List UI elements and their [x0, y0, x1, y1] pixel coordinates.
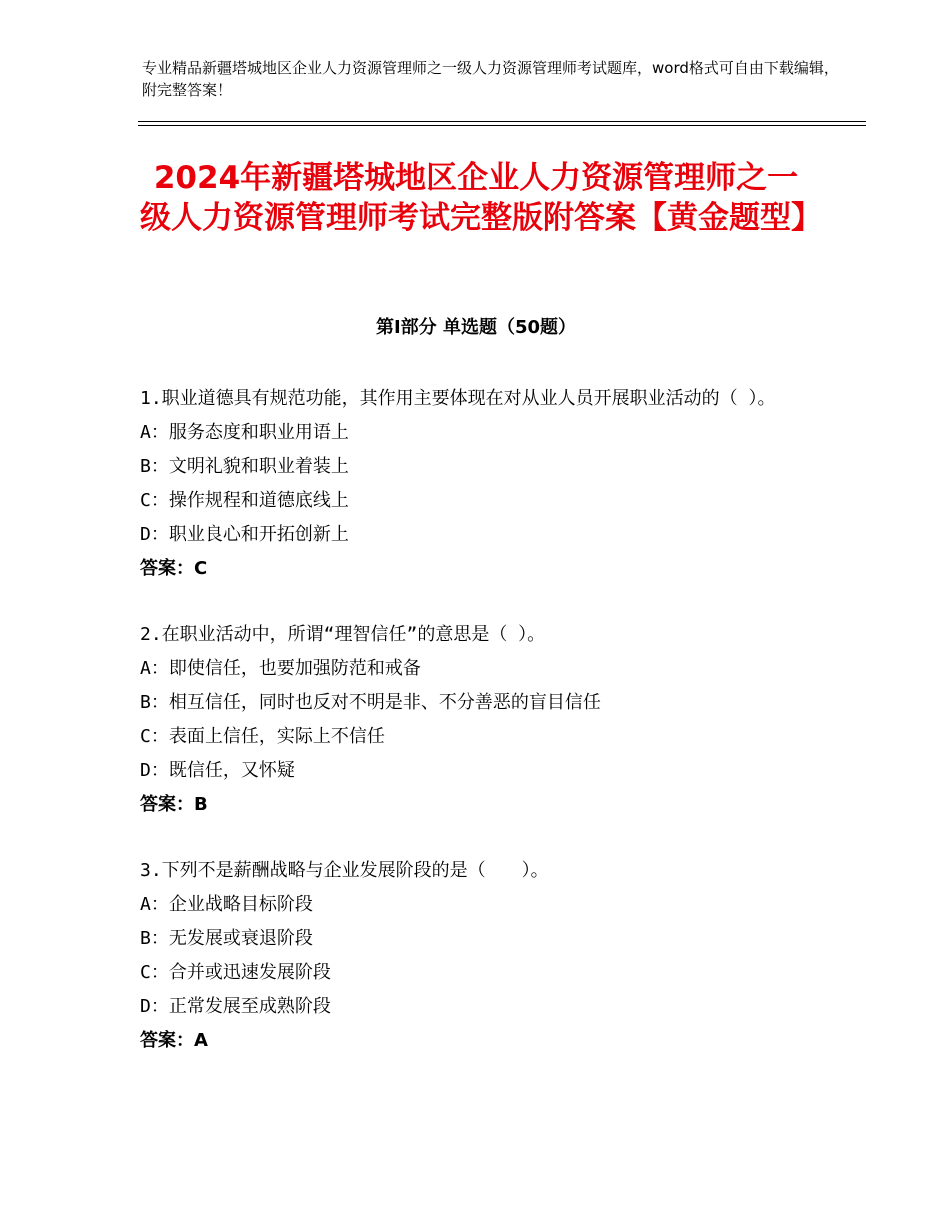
question-stem: 3.下列不是薪酬战略与企业发展阶段的是（ ）。	[140, 860, 549, 881]
question-stem: 2.在职业活动中，所谓“理智信任”的意思是（ ）。	[140, 624, 546, 645]
option-b: B：相互信任，同时也反对不明是非、不分善恶的盲目信任	[140, 692, 601, 713]
question-3	[140, 854, 820, 1058]
option-c: C：操作规程和道德底线上	[140, 490, 349, 511]
option-a: A：服务态度和职业用语上	[140, 422, 349, 443]
option-b: B：文明礼貌和职业着装上	[140, 456, 349, 477]
option-c: C：表面上信任，实际上不信任	[140, 726, 385, 747]
option-a: A：企业战略目标阶段	[140, 894, 313, 915]
question-stem: 1.职业道德具有规范功能，其作用主要体现在对从业人员开展职业活动的（ ）。	[140, 388, 776, 409]
option-d: D：职业良心和开拓创新上	[140, 524, 349, 545]
document-title: 2024年新疆塔城地区企业人力资源管理师之一级人力资源管理师考试完整版附答案【黄金题型】	[140, 160, 822, 236]
option-d: D：正常发展至成熟阶段	[140, 996, 331, 1017]
answer-label: 答案：B	[140, 794, 208, 815]
option-c: C：合并或迅速发展阶段	[140, 962, 331, 983]
option-b: B：无发展或衰退阶段	[140, 928, 313, 949]
question-2	[140, 618, 820, 822]
question-1	[140, 382, 820, 586]
header-divider-secondary	[138, 125, 866, 126]
option-d: D：既信任，又怀疑	[140, 760, 295, 781]
answer-label: 答案：A	[140, 1030, 208, 1051]
option-a: A：即使信任，也要加强防范和戒备	[140, 658, 421, 679]
section-heading: 第Ⅰ部分 单选题（50题）	[375, 317, 576, 338]
header-note: 专业精品新疆塔城地区企业人力资源管理师之一级人力资源管理师考试题库，word格式可自由下载编辑，附完整答案！	[142, 59, 839, 99]
question-list	[140, 382, 820, 1090]
header-divider	[138, 121, 866, 122]
answer-label: 答案：C	[140, 558, 208, 579]
